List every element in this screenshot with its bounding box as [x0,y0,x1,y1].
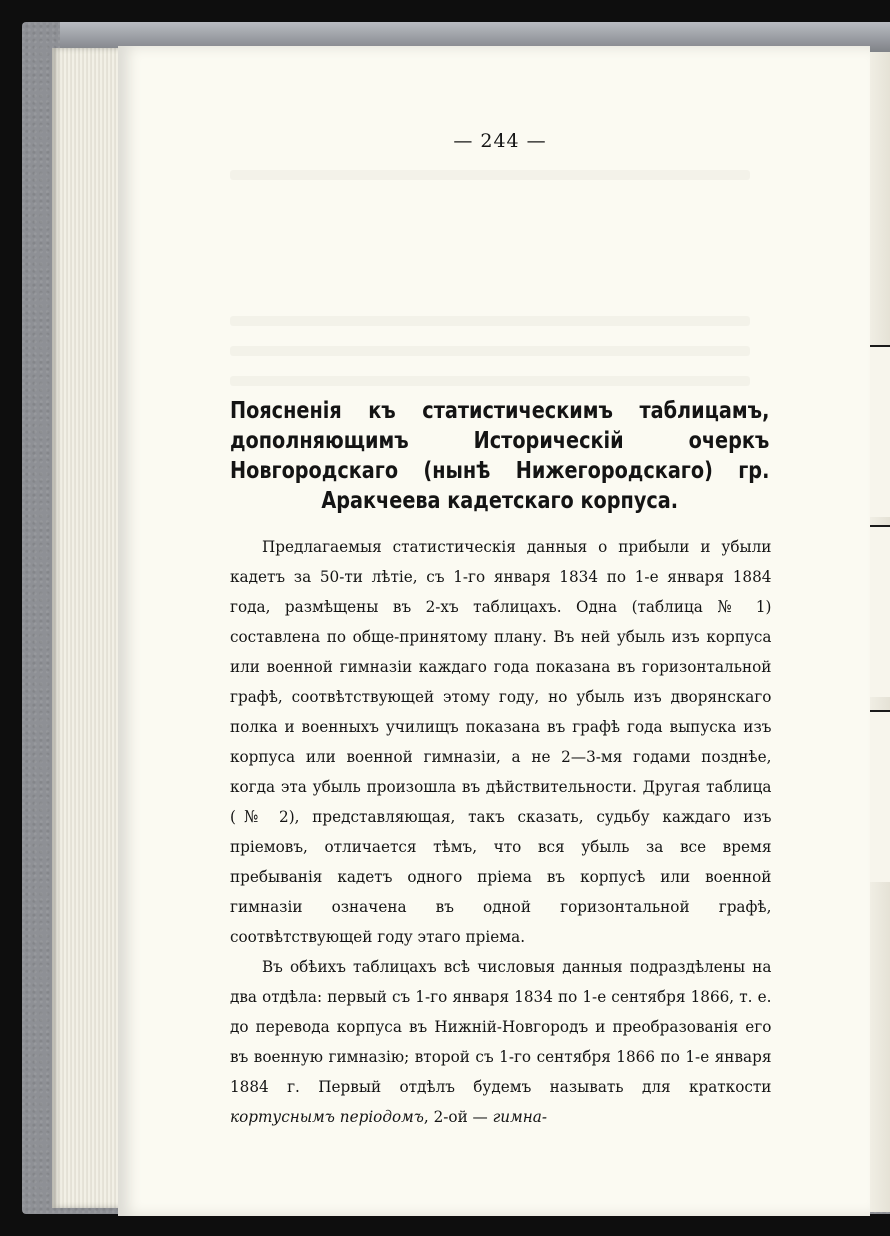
paragraph-2-text-mid: , 2-ой — [423,1107,493,1126]
italic-term-gymnasium: гимна- [492,1107,547,1126]
page-content [230,120,770,1132]
paragraph-2 [230,952,771,1132]
paragraph-1: Предлагаемыя статистическія данныя о прибыли и убыли кадетъ за 50-ти лѣтіе, съ 1-го января 1834 по 1-е января 1884 года, размѣщены въ 2-хъ таблицахъ. Одна (таблица № 1) составлена по обще-принятому плану. Въ ней убыль изъ корпуса или военной гимназіи каждаго года показана въ горизонтальной графѣ, соотвѣтствующей этому году, но убыль изъ дворянскаго полка и военныхъ училищъ показана въ графѣ года выпуска изъ корпуса или военной гимназіи, а не 2—3-мя годами позднѣе, когда эта убыль произошла въ дѣйствительности. Другая таблица (№ 2), представляющая, такъ сказать, судьбу каждаго изъ пріемовъ, отличается тѣмъ, что вся убыль за все время пребыванія кадетъ одного пріема въ корпусѣ или военной гимназіи означена въ одной горизонтальной графѣ, соотвѣтствующей году этаго пріема. [230,537,772,946]
italic-term-corps-period: кортуснымъ періодомъ [230,1107,424,1126]
paragraph-2-text: Въ обѣихъ таблицахъ всѣ числовыя данныя подраздѣлены на два отдѣла: первый съ 1-го января 1834 по 1-е сентября 1866, т. е. до перевода корпуса въ Нижній-Новгородъ и преобразованія его въ военную гимназію; второй съ 1-го сентября 1866 по 1-е января 1884 г. Первый отдѣлъ будемъ называть для краткости [230,957,772,1096]
page-number: — 244 — [453,130,547,152]
page-stack-edge [52,48,122,1208]
section-title: Поясненія къ статистическимъ таблицамъ, дополняющимъ Историческій очеркъ Новгородскаго (нынѣ Нижегородскаго) гр. Аракчеева кадетскаго корпуса. [230,398,770,514]
